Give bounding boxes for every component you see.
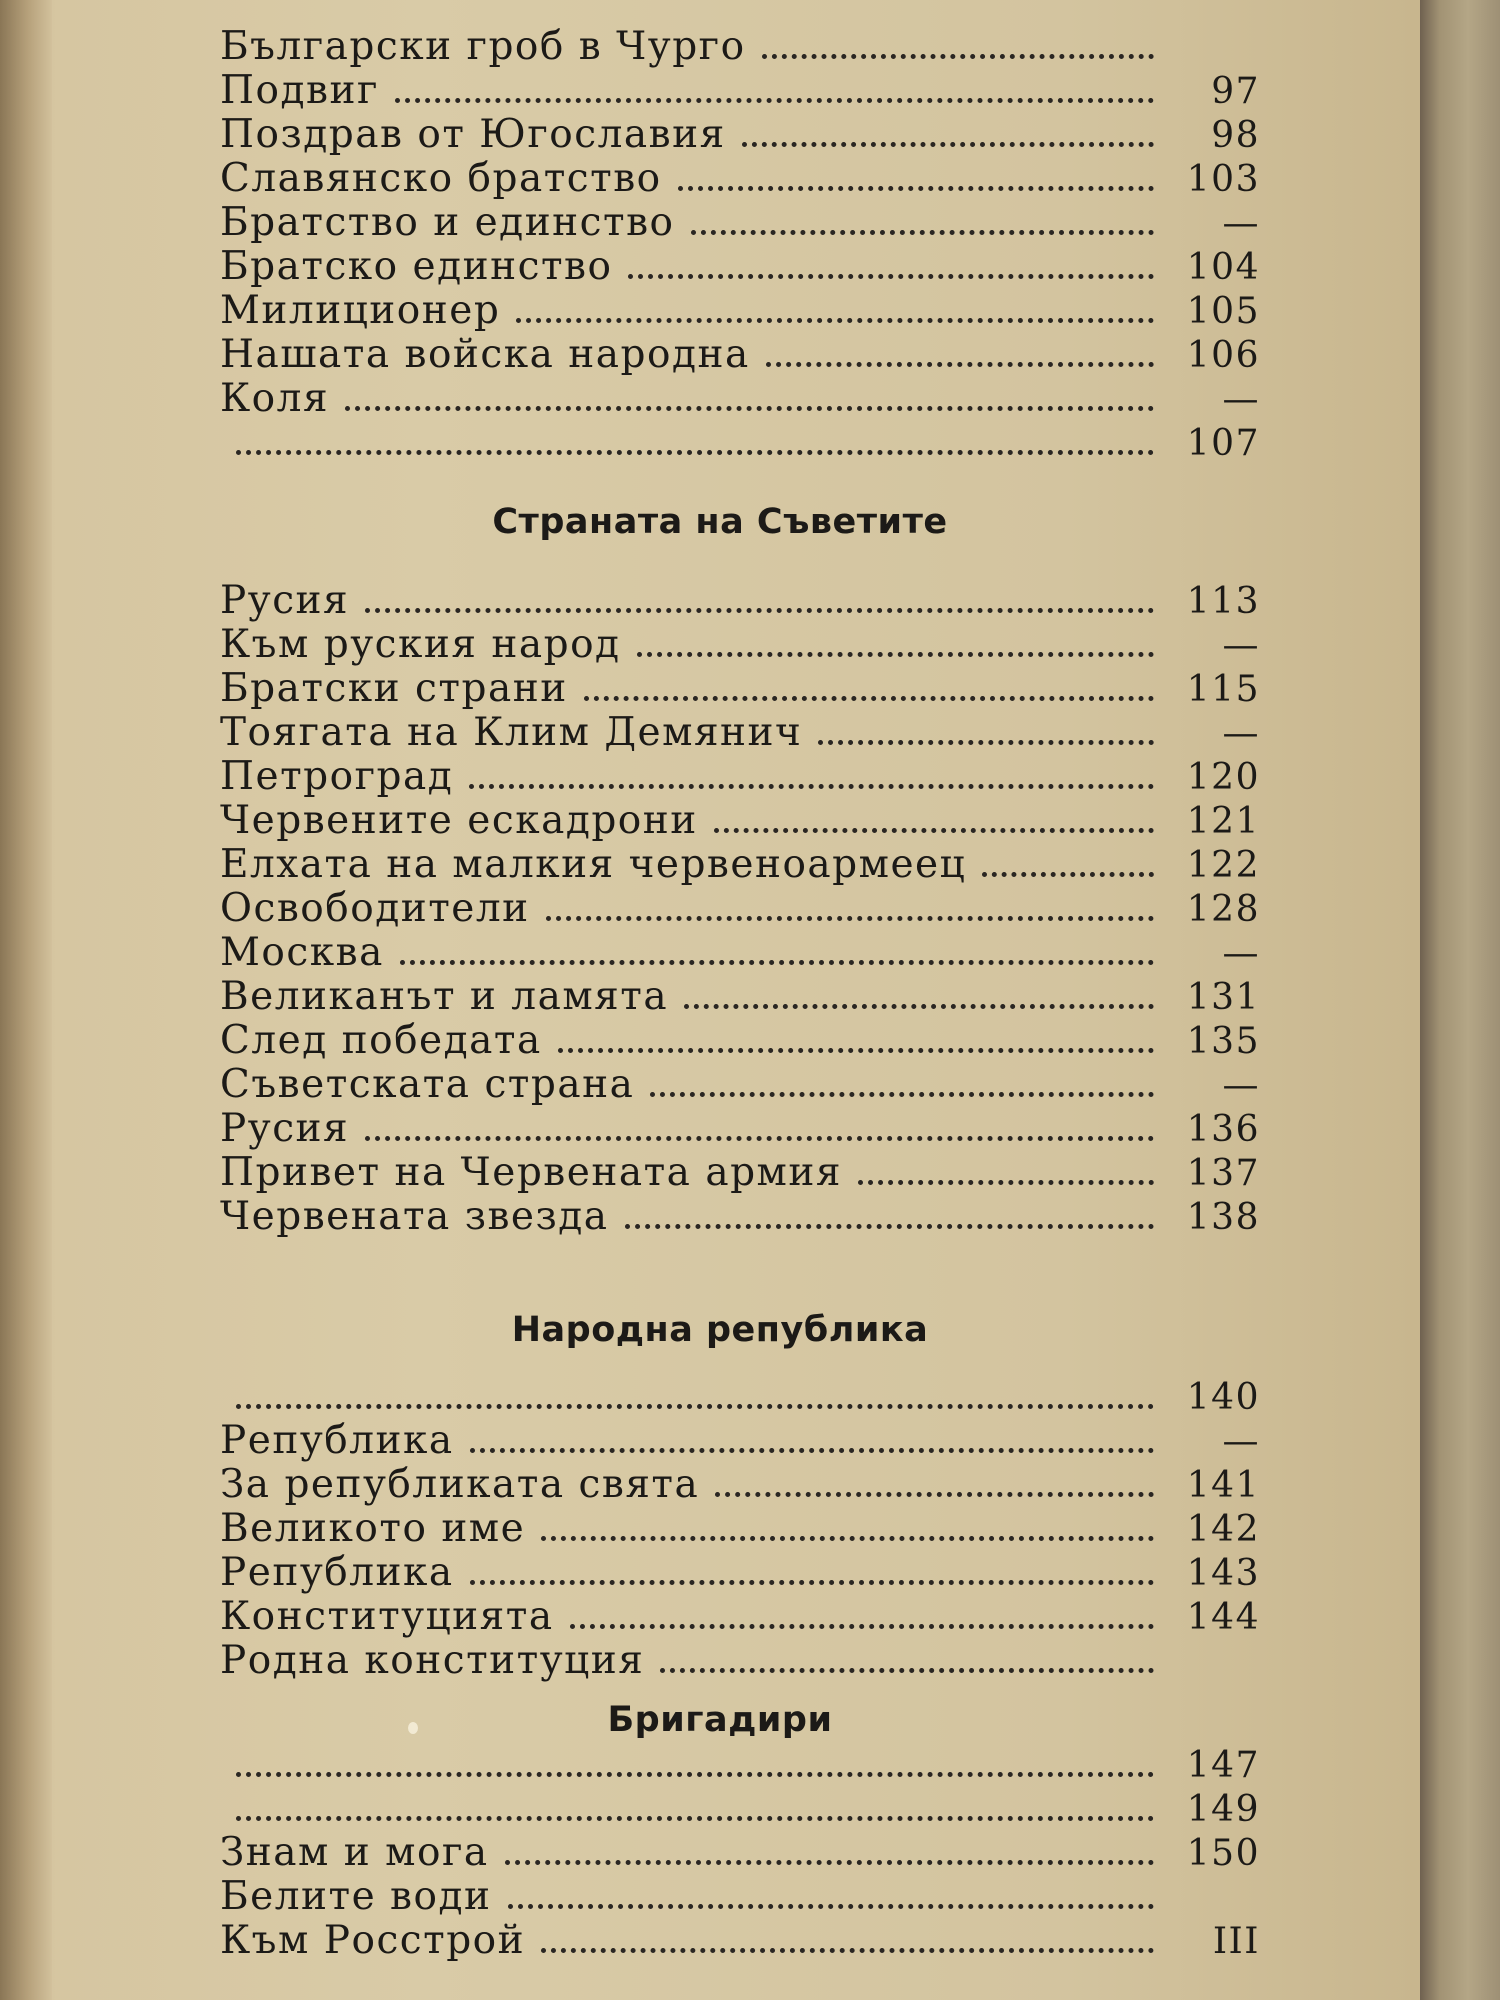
entry-page: — [1222, 379, 1260, 420]
entry-page: 115 [1186, 669, 1260, 710]
toc-entry [220, 1100, 1260, 1151]
toc-entry [220, 880, 1260, 931]
dot-leader [558, 1020, 1154, 1053]
section-heading: Страната на Съветите [492, 502, 948, 542]
dot-leader [982, 844, 1154, 877]
entry-page: III [1212, 1921, 1260, 1962]
dot-leader [818, 712, 1154, 745]
toc-entry [220, 1368, 1260, 1416]
toc-entry [220, 1012, 1260, 1063]
entry-title: Подвиг [220, 68, 379, 113]
entry-page: — [1222, 203, 1260, 244]
entry-page: 142 [1186, 1509, 1260, 1550]
dot-leader [541, 1508, 1154, 1541]
toc-entry [220, 836, 1260, 887]
toc-entry [220, 62, 1260, 113]
dot-leader [858, 1152, 1154, 1185]
entry-title: За републиката свята [220, 1462, 700, 1507]
dot-leader [470, 1420, 1154, 1453]
dot-leader [628, 246, 1154, 279]
dot-leader [691, 202, 1154, 235]
entry-title: Славянско братство [220, 156, 662, 201]
toc-entry [220, 370, 1260, 421]
toc-entry [220, 414, 1260, 462]
toc-entry [220, 282, 1260, 333]
entry-title: Петроград [220, 754, 454, 799]
section-heading: Народна република [511, 1310, 929, 1350]
dot-leader [650, 1064, 1154, 1097]
entry-page: 121 [1186, 801, 1260, 842]
entry-page: 143 [1186, 1553, 1260, 1594]
dot-leader [546, 888, 1154, 921]
entry-page: 150 [1186, 1833, 1260, 1874]
entry-page: — [1222, 1065, 1260, 1106]
toc-entry [220, 968, 1260, 1019]
toc-entry [220, 1144, 1260, 1195]
toc-entry [220, 326, 1260, 377]
section-heading: Бригадири [607, 1700, 833, 1740]
entry-page: 147 [1186, 1745, 1260, 1786]
toc-entry [220, 194, 1260, 245]
entry-title: Милиционер [220, 288, 501, 333]
toc-entry [220, 106, 1260, 157]
toc-entry [220, 1912, 1260, 1963]
dot-leader [345, 378, 1154, 411]
entry-title: Тоягата на Клим Демянич [220, 710, 803, 755]
dot-leader [236, 1788, 1154, 1821]
entry-page: 122 [1186, 845, 1260, 886]
toc-entry [220, 1736, 1260, 1784]
entry-title: Москва [220, 930, 384, 975]
dot-leader [766, 334, 1154, 367]
entry-title: Червената звезда [220, 1194, 609, 1239]
book-fore-edge [1420, 0, 1500, 2000]
entry-page: 113 [1186, 581, 1260, 622]
entry-title: Поздрав от Югославия [220, 112, 726, 157]
dot-leader [714, 800, 1154, 833]
entry-page: 107 [1186, 423, 1260, 464]
toc-entry [220, 238, 1260, 289]
entry-page: 149 [1186, 1789, 1260, 1830]
dot-leader [470, 1552, 1154, 1585]
toc-entry [220, 1456, 1260, 1507]
toc-entry [220, 1056, 1260, 1107]
entry-title: Нашата войска народна [220, 332, 750, 377]
entry-page: 140 [1186, 1377, 1260, 1418]
entry-title: Към руския народ [220, 622, 621, 667]
entry-title: Братски страни [220, 666, 568, 711]
dot-leader [236, 1744, 1154, 1777]
toc-entry [220, 572, 1260, 623]
toc-entry [220, 1824, 1260, 1875]
entry-title: Република [220, 1550, 454, 1595]
entry-page: 105 [1186, 291, 1260, 332]
entry-page: 144 [1186, 1597, 1260, 1638]
paper-speck [408, 1722, 418, 1734]
dot-leader [625, 1196, 1154, 1229]
dot-leader [660, 1640, 1154, 1673]
entry-title: Коля [220, 376, 330, 421]
toc-entry [220, 1868, 1260, 1919]
entry-title: Братско единство [220, 244, 613, 289]
dot-leader [400, 932, 1154, 965]
entry-title: След победата [220, 1018, 542, 1063]
entry-title: Елхата на малкия червеноармеец [220, 842, 967, 887]
book-gutter-shadow [0, 0, 52, 2000]
entry-title: Привет на Червената армия [220, 1150, 842, 1195]
entry-page: 97 [1211, 71, 1260, 112]
dot-leader [742, 114, 1154, 147]
toc-entry [220, 1632, 1260, 1683]
entry-title: Русия [220, 578, 350, 623]
entry-title: Червените ескадрони [220, 798, 698, 843]
toc-entry [220, 660, 1260, 711]
toc-entry [220, 1412, 1260, 1463]
entry-page: 128 [1186, 889, 1260, 930]
toc-entry [220, 792, 1260, 843]
entry-title: Великото име [220, 1506, 526, 1551]
entry-page: — [1222, 713, 1260, 754]
entry-page: 138 [1186, 1197, 1260, 1238]
toc-entry [220, 616, 1260, 667]
dot-leader [762, 26, 1154, 59]
entry-title: Родна конституция [220, 1638, 645, 1683]
entry-page: 141 [1186, 1465, 1260, 1506]
toc-entry [220, 924, 1260, 975]
toc-entry [220, 704, 1260, 755]
dot-leader [684, 976, 1154, 1009]
entry-title: Български гроб в Чурго [220, 24, 746, 69]
toc-entry [220, 1588, 1260, 1639]
entry-page: 131 [1186, 977, 1260, 1018]
entry-title: Съветската страна [220, 1062, 635, 1107]
entry-page: 98 [1211, 115, 1260, 156]
entry-title: Братство и единство [220, 200, 675, 245]
toc-entry [220, 1188, 1260, 1239]
entry-title: Великанът и ламята [220, 974, 669, 1019]
dot-leader [715, 1464, 1154, 1497]
entry-page: 136 [1186, 1109, 1260, 1150]
toc-entry [220, 748, 1260, 799]
entry-page: 137 [1186, 1153, 1260, 1194]
dot-leader [570, 1596, 1154, 1629]
toc-entry [220, 1780, 1260, 1828]
entry-title: Конституцията [220, 1594, 554, 1639]
entry-page: — [1222, 933, 1260, 974]
entry-page: 120 [1186, 757, 1260, 798]
entry-title: Знам и мога [220, 1830, 489, 1875]
entry-title: Белите води [220, 1874, 492, 1919]
dot-leader [505, 1832, 1154, 1865]
dot-leader [637, 624, 1154, 657]
toc-entry [220, 18, 1260, 69]
dot-leader [541, 1920, 1154, 1953]
entry-title: Освободители [220, 886, 530, 931]
toc-entry [220, 1544, 1260, 1595]
dot-leader [236, 422, 1154, 455]
entry-page: — [1222, 1421, 1260, 1462]
dot-leader [395, 70, 1154, 103]
dot-leader [236, 1376, 1154, 1409]
entry-page: 103 [1186, 159, 1260, 200]
dot-leader [365, 580, 1154, 613]
entry-page: — [1222, 625, 1260, 666]
dot-leader [469, 756, 1154, 789]
dot-leader [584, 668, 1154, 701]
dot-leader [678, 158, 1154, 191]
entry-page: 135 [1186, 1021, 1260, 1062]
toc-entry [220, 1500, 1260, 1551]
entry-page: 106 [1186, 335, 1260, 376]
entry-title: Русия [220, 1106, 350, 1151]
toc-entry [220, 150, 1260, 201]
dot-leader [508, 1876, 1154, 1909]
entry-title: Република [220, 1418, 454, 1463]
dot-leader [516, 290, 1154, 323]
dot-leader [365, 1108, 1154, 1141]
entry-page: 104 [1186, 247, 1260, 288]
entry-title: Към Росстрой [220, 1918, 526, 1963]
